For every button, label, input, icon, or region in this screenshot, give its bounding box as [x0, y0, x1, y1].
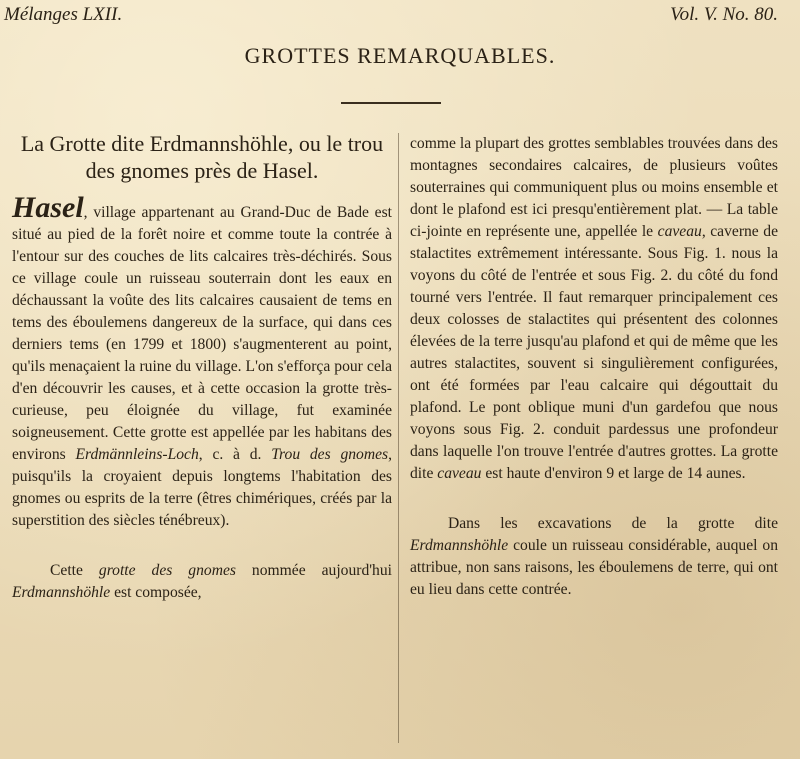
italic-run: Erdmännleins-Loch — [75, 446, 199, 463]
paragraph-1 — [12, 191, 392, 532]
italic-run: Erdmannshöhle — [12, 584, 111, 601]
text-run: est composée, — [110, 584, 202, 601]
paragraph-2 — [12, 560, 392, 604]
italic-run: grotte des gnomes — [98, 562, 236, 579]
text-run: Cette — [50, 562, 99, 579]
text-run: coule un ruisseau considérable, auquel on attribue, non sans raisons, les éboulemens de terre, qui ont eu lieu dans cette contrée. — [410, 537, 778, 598]
header-right: Vol. V. No. 80. — [670, 4, 778, 25]
italic-run: Erdmannshöhle — [410, 537, 509, 554]
italic-run: caveau — [437, 465, 482, 482]
header-left: Mélanges LXII. — [4, 4, 123, 25]
italic-run: Trou des gnomes — [271, 446, 389, 463]
right-column — [410, 133, 778, 601]
text-run: comme la plupart des grottes semblables trouvées dans des montagnes secondaires calcaires, de plusieurs voûtes souterraines qui communiquent plus ou moins ensemble et dont le plafond est ici presqu'entièrement plat. — La table ci-jointe en représente une, appellée le — [410, 135, 778, 240]
text-run: , puisqu'ils la croyaient depuis longtems l'habitation des gnomes ou esprits de la terre (êtres chimériques, créés par la superstition des siècles ténébreux). — [12, 446, 392, 529]
text-run: , village appartenant au Grand-Duc de Bade est situé au pied de la forêt noire et comme toute la contrée à l'entour sur des couches de lits calcaires très-déchirés. Sous ce village coule un ruisseau souterrain dont les eaux en déchaussant la voûte des lits calcaires causaient de tems en tems des éboulemens dangereux de la surface, qui dans ces derniers tems (en 1799 et 1800) s'augmenterent au point, qu'ils menaçaient la ruine du village. L'on s'efforça pour cela d'en découvrir les causes, et à cette occasion la grotte très-curieuse, peu éloignée du village, fut examinée soigneusement. Cette grotte est appellée par les habitans des environs — [12, 204, 392, 463]
left-column — [12, 130, 392, 604]
text-run: , c. à d. — [198, 446, 272, 463]
italic-run: caveau — [657, 223, 702, 240]
drop-cap: Hasel — [12, 191, 84, 224]
paragraph-3 — [410, 133, 778, 485]
article-title: La Grotte dite Erdmannshöhle, ou le trou des gnomes près de Hasel. — [20, 131, 384, 183]
text-run: Dans les excavations de la grotte dite — [448, 515, 778, 532]
page-title: GROTTES REMARQUABLES. — [244, 43, 556, 68]
column-divider — [398, 133, 399, 743]
paragraph-4 — [410, 513, 778, 601]
text-run: est haute d'environ 9 et large de 14 aunes. — [481, 465, 746, 482]
text-run: , caverne de stalactites extrêmement intéressante. Sous Fig. 1. nous la voyons du côté de l'entrée et sous Fig. 2. du côté du fond tourné vers l'entrée. Il faut remarquer principalement ces deux colosses de stalactites qui présentent des colonnes élevées de la terre jusqu'au plafond et qui de même que les autres stalactites, souvent si singulièrement configurées, ont été formées par l'eau calcaire qui dégouttait du plafond. Le pont oblique muni d'un gardefou que nous voyons sous Fig. 2. conduit pardessus une profondeur dans laquelle l'on trouve l'entrée d'autres grottes. La grotte dite — [410, 223, 778, 482]
title-rule — [341, 102, 441, 104]
text-run: nommée aujourd'hui — [235, 562, 392, 579]
